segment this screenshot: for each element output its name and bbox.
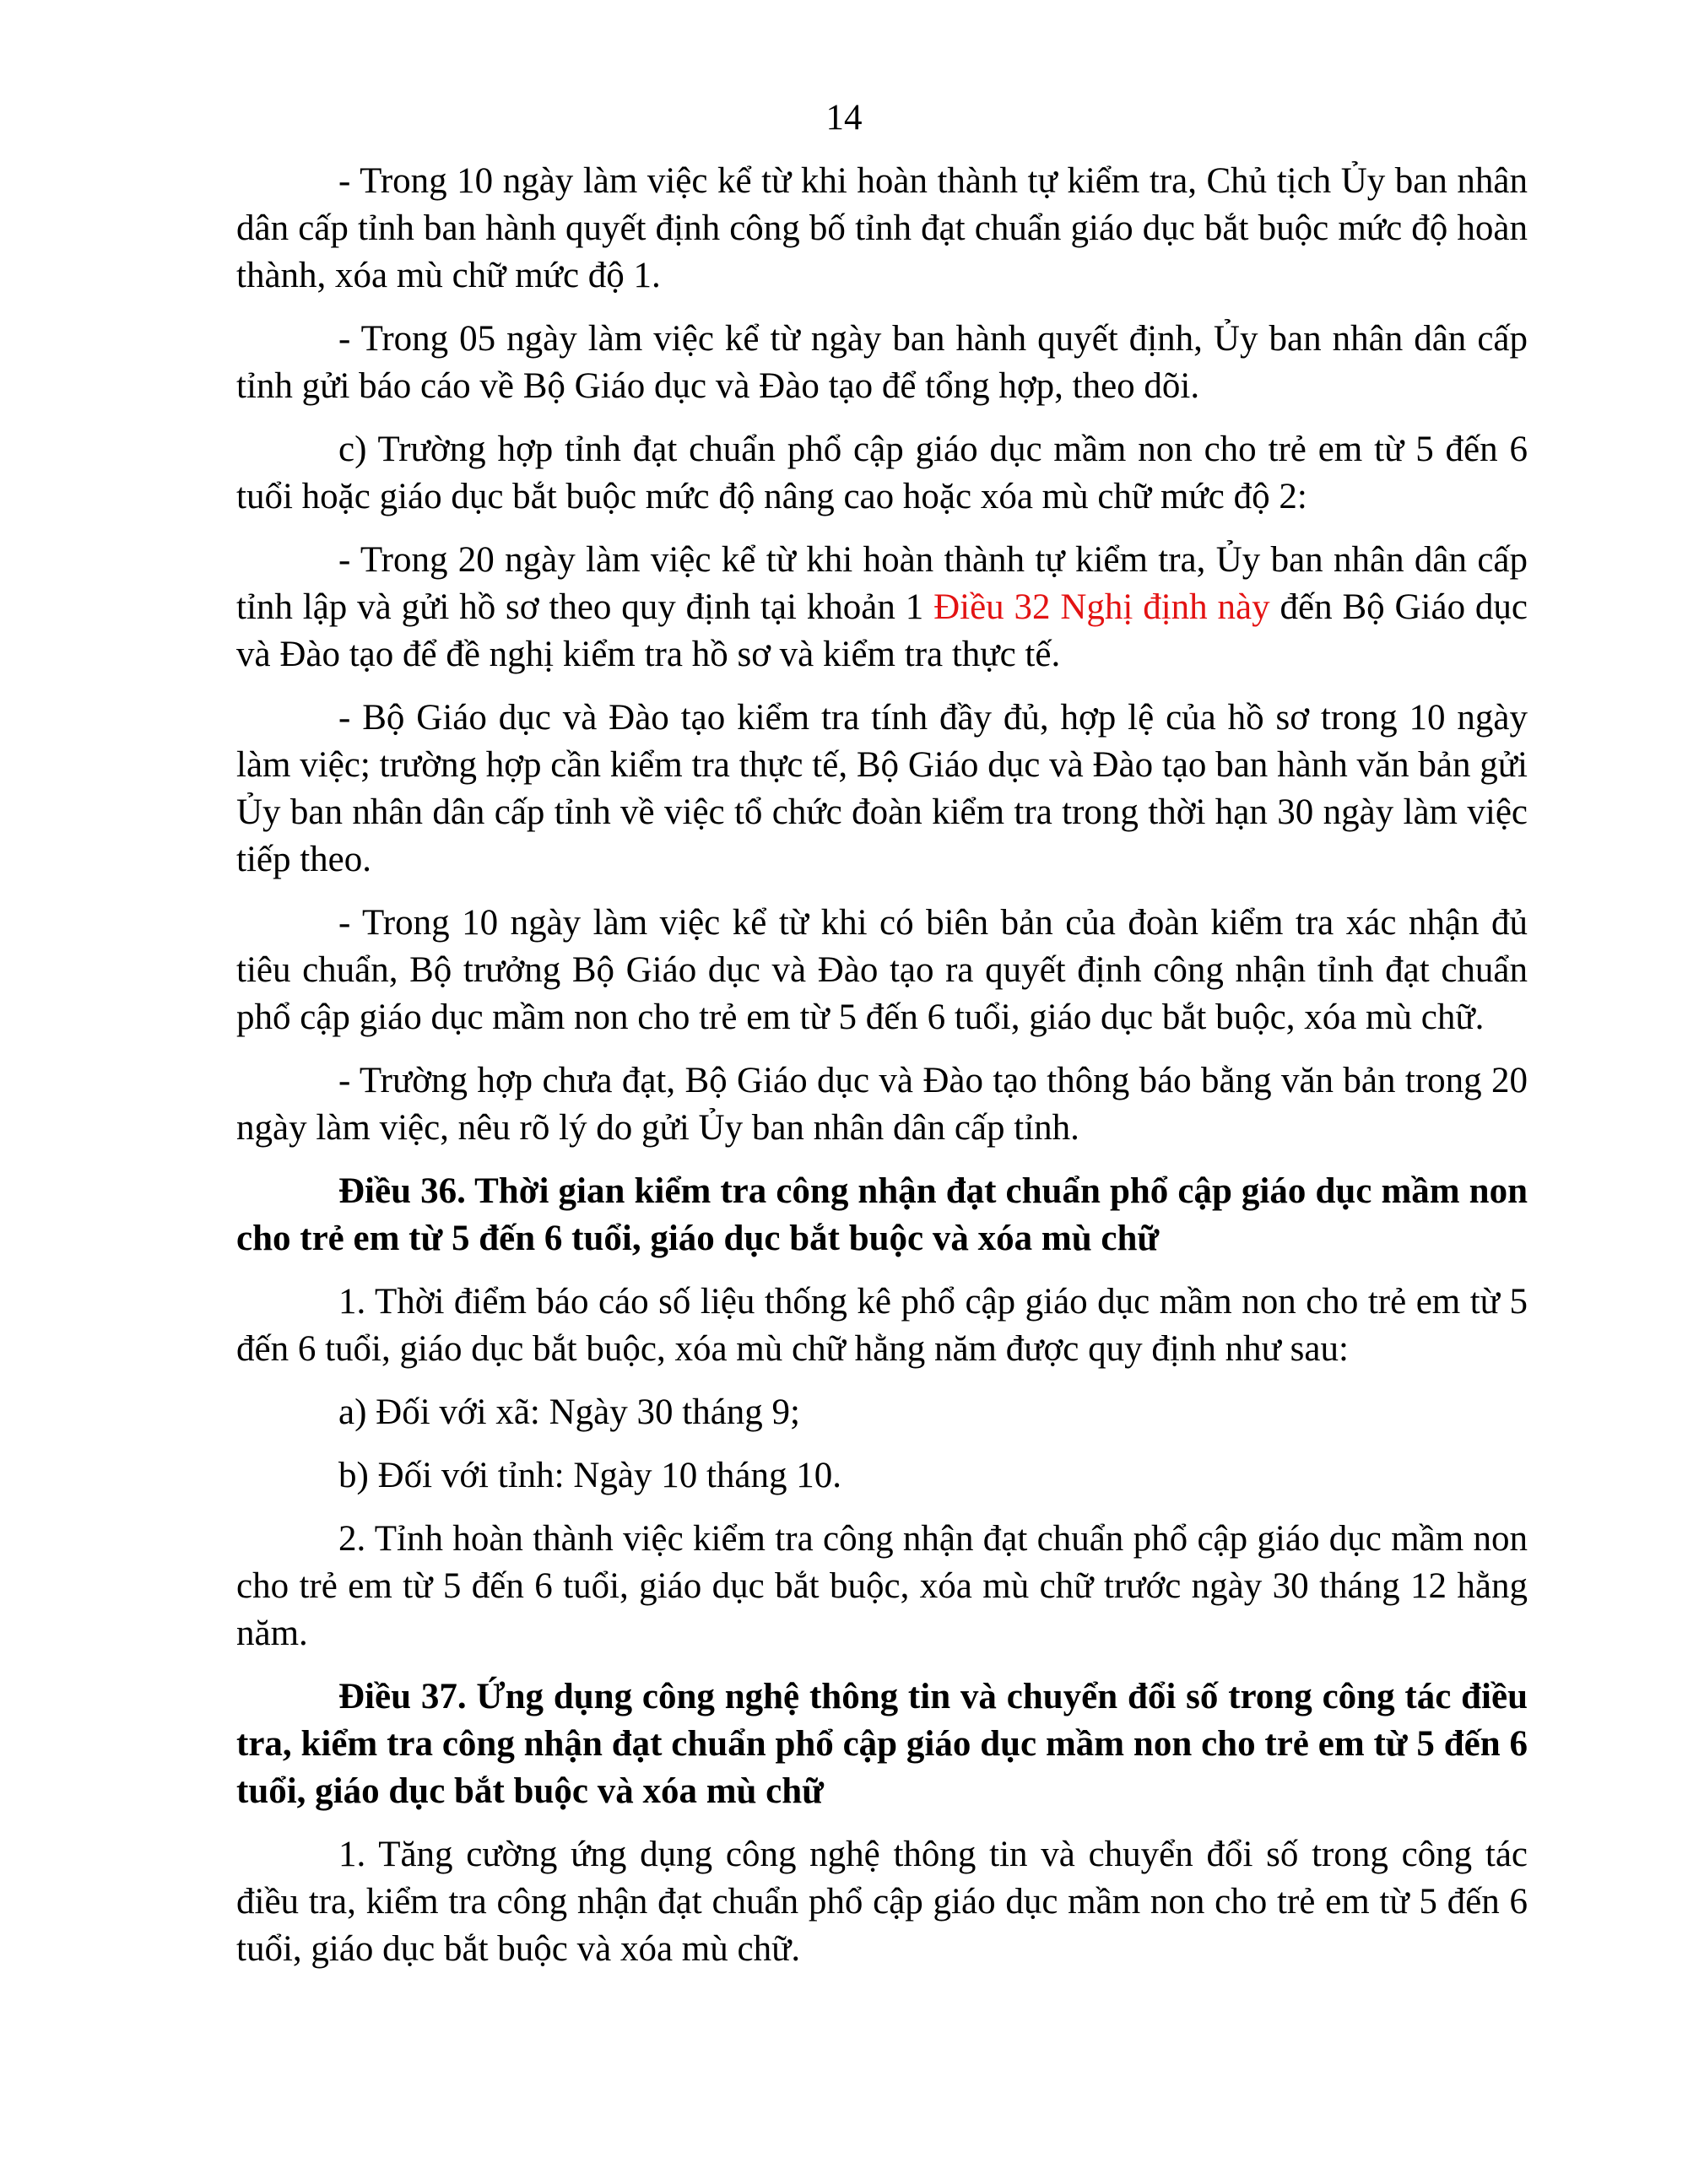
paragraph-dash-20-days-dossier: [236, 537, 1528, 678]
paragraph-text-after-link: đến Bộ Giáo dục và Đào tạo để đề nghị kiểm tra hồ sơ và kiểm tra thực tế.: [236, 587, 1528, 674]
paragraph-dash-05-days-report: - Trong 05 ngày làm việc kể từ ngày ban hành quyết định, Ủy ban nhân dân cấp tỉnh gửi báo cáo về Bộ Giáo dục và Đào tạo để tổng hợp, theo dõi.: [236, 319, 1528, 406]
paragraph-clause-2-deadline: 2. Tỉnh hoàn thành việc kiểm tra công nhận đạt chuẩn phổ cập giáo dục mầm non cho trẻ em từ 5 đến 6 tuổi, giáo dục bắt buộc, xóa mù chữ trước ngày 30 tháng 12 hằng năm.: [236, 1519, 1528, 1653]
paragraph-item-b-province-date: b) Đối với tỉnh: Ngày 10 tháng 10.: [338, 1456, 842, 1495]
page-number: 14: [825, 98, 863, 138]
paragraph-text-before-link: - Trong 20 ngày làm việc kể từ khi hoàn thành tự kiểm tra, Ủy ban nhân dân cấp tỉnh lập và gửi hồ sơ theo quy định tại khoản 1: [236, 540, 1528, 627]
article-36-heading: Điều 36. Thời gian kiểm tra công nhận đạt chuẩn phổ cập giáo dục mầm non cho trẻ em từ 5 đến 6 tuổi, giáo dục bắt buộc và xóa mù chữ: [236, 1171, 1528, 1258]
paragraph-dash-10-days-recognition: - Trong 10 ngày làm việc kể từ khi có biên bản của đoàn kiểm tra xác nhận đủ tiêu chuẩn, Bộ trưởng Bộ Giáo dục và Đào tạo ra quyết định công nhận tỉnh đạt chuẩn phổ cập giáo dục mầm non cho trẻ em từ 5 đến 6 tuổi, giáo dục bắt buộc, xóa mù chữ.: [236, 903, 1528, 1037]
paragraph-item-a-commune-date: a) Đối với xã: Ngày 30 tháng 9;: [338, 1392, 800, 1432]
article-37-heading: Điều 37. Ứng dụng công nghệ thông tin và chuyển đổi số trong công tác điều tra, kiểm tra công nhận đạt chuẩn phổ cập giáo dục mầm non cho trẻ em từ 5 đến 6 tuổi, giáo dục bắt buộc và xóa mù chữ: [236, 1677, 1528, 1811]
dieu-32-reference-link[interactable]: Điều 32 Nghị định này: [933, 587, 1270, 627]
paragraph-item-c: c) Trường hợp tỉnh đạt chuẩn phổ cập giáo dục mầm non cho trẻ em từ 5 đến 6 tuổi hoặc giáo dục bắt buộc mức độ nâng cao hoặc xóa mù chữ mức độ 2:: [236, 430, 1528, 516]
paragraph-dash-ministry-check: - Bộ Giáo dục và Đào tạo kiểm tra tính đầy đủ, hợp lệ của hồ sơ trong 10 ngày làm việc; trường hợp cần kiểm tra thực tế, Bộ Giáo dục và Đào tạo ban hành văn bản gửi Ủy ban nhân dân cấp tỉnh về việc tổ chức đoàn kiểm tra trong thời hạn 30 ngày làm việc tiếp theo.: [236, 698, 1528, 879]
paragraph-dash-not-achieved: - Trường hợp chưa đạt, Bộ Giáo dục và Đào tạo thông báo bằng văn bản trong 20 ngày làm việc, nêu rõ lý do gửi Ủy ban nhân dân cấp tỉnh.: [236, 1061, 1528, 1148]
paragraph-clause-1-report-time: 1. Thời điểm báo cáo số liệu thống kê phổ cập giáo dục mầm non cho trẻ em từ 5 đến 6 tuổi, giáo dục bắt buộc, xóa mù chữ hằng năm được quy định như sau:: [236, 1282, 1528, 1369]
paragraph-dash-10-days-self-check: - Trong 10 ngày làm việc kể từ khi hoàn thành tự kiểm tra, Chủ tịch Ủy ban nhân dân cấp tỉnh ban hành quyết định công bố tỉnh đạt chuẩn giáo dục bắt buộc mức độ hoàn thành, xóa mù chữ mức độ 1.: [236, 161, 1528, 295]
paragraph-clause-1-it-application: 1. Tăng cường ứng dụng công nghệ thông tin và chuyển đổi số trong công tác điều tra, kiểm tra công nhận đạt chuẩn phổ cập giáo dục mầm non cho trẻ em từ 5 đến 6 tuổi, giáo dục bắt buộc và xóa mù chữ.: [236, 1835, 1528, 1969]
